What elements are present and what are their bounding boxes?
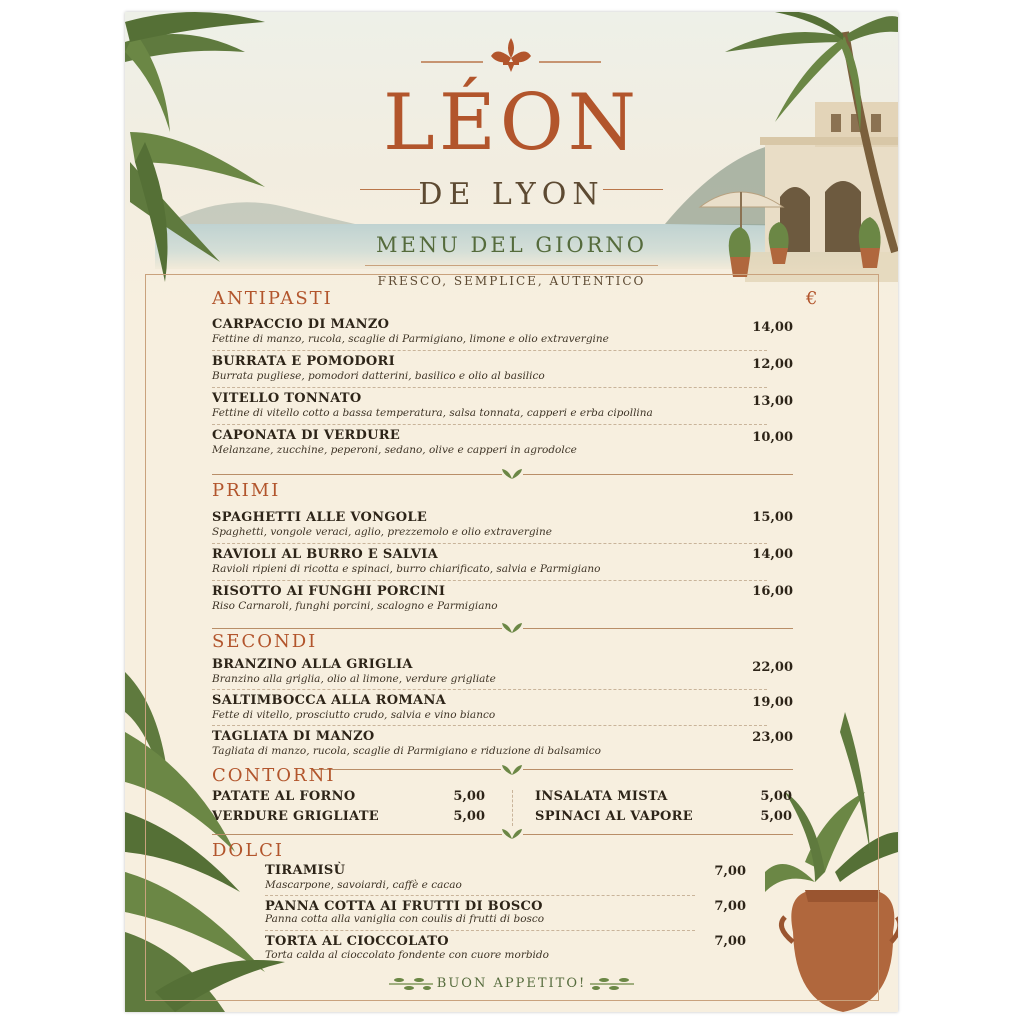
item-description: Ravioli ripieni di ricotta e spinaci, burro chiarificato, salvia e Parmigiano [212,563,601,575]
item-price: 22,00 [752,660,793,675]
tagline: FRESCO, SEMPLICE, AUTENTICO [377,274,646,288]
footer-message: BUON APPETITO! [436,976,587,991]
section-title-dolci: DOLCI [212,840,285,861]
side-dish-price: 5,00 [453,789,485,804]
section-divider-left [212,474,502,475]
item-price: 16,00 [752,584,793,599]
side-dish-price: 5,00 [453,809,485,824]
section-title-contorni: CONTORNI [212,765,336,786]
side-dish-name: PATATE AL FORNO [212,789,356,804]
item-separator [212,424,767,425]
item-price: 19,00 [752,695,793,710]
item-name: TAGLIATA DI MANZO [212,729,375,744]
item-description: Burrata pugliese, pomodori datterini, basilico e olio al basilico [212,370,545,382]
fleur-de-lis-ornament [421,34,601,74]
item-name: BURRATA E POMODORI [212,354,396,369]
item-description: Fettine di vitello cotto a bassa temperatura, salsa tonnata, capperi e erba cipollina [212,407,653,419]
restaurant-subtitle: DE LYON [418,177,605,212]
menu-title-rule [365,265,658,266]
olive-branch-right-icon [588,977,636,991]
item-name: VITELLO TONNATO [212,391,362,406]
section-divider-right [523,769,793,770]
leaf-ornament-icon [501,621,523,635]
section-title-antipasti: ANTIPASTI [212,288,333,309]
leaf-ornament-icon [501,467,523,481]
item-price: 7,00 [714,864,746,879]
side-dish-price: 5,00 [760,809,792,824]
section-divider-left [311,769,501,770]
item-name: BRANZINO ALLA GRIGLIA [212,657,413,672]
item-name: RISOTTO AI FUNGHI PORCINI [212,584,446,599]
currency-symbol: € [806,288,818,309]
item-separator [212,543,767,544]
item-name: SPAGHETTI ALLE VONGOLE [212,510,428,525]
item-price: 23,00 [752,730,793,745]
leaf-ornament-icon [501,763,523,777]
section-divider-right [523,834,793,835]
item-description: Torta calda al cioccolato fondente con cuore morbido [265,949,549,961]
item-separator [212,387,767,388]
item-description: Spaghetti, vongole veraci, aglio, prezzemolo e olio extravergine [212,526,552,538]
item-description: Tagliata di manzo, rucola, scaglie di Parmigiano e riduzione di balsamico [212,745,601,757]
item-name: PANNA COTTA AI FRUTTI DI BOSCO [265,899,543,914]
item-description: Panna cotta alla vaniglia con coulis di frutti di bosco [265,913,545,925]
item-separator [212,580,767,581]
item-price: 15,00 [752,510,793,525]
item-separator [265,895,695,896]
item-description: Riso Carnaroli, funghi porcini, scalogno e Parmigiano [212,600,498,612]
side-dish-name: SPINACI AL VAPORE [535,809,693,824]
item-description: Melanzane, zucchine, peperoni, sedano, olive e capperi in agrodolce [212,444,577,456]
section-divider-left [212,628,502,629]
restaurant-name: LÉON [383,78,640,168]
side-dish-price: 5,00 [760,789,792,804]
item-price: 10,00 [752,430,793,445]
item-price: 13,00 [752,394,793,409]
section-title-secondi: SECONDI [212,631,318,652]
item-description: Branzino alla griglia, olio al limone, verdure grigliate [212,673,496,685]
section-divider-right [523,474,793,475]
item-name: SALTIMBOCCA ALLA ROMANA [212,693,447,708]
item-price: 14,00 [752,320,793,335]
column-separator [512,790,513,826]
item-description: Mascarpone, savoiardi, caffè e cacao [265,879,462,891]
leaf-ornament-icon [501,827,523,841]
item-separator [265,930,695,931]
item-name: TORTA AL CIOCCOLATO [265,934,449,949]
menu-title: MENU DEL GIORNO [375,233,648,257]
item-separator [212,689,767,690]
item-price: 12,00 [752,357,793,372]
item-separator [212,350,767,351]
item-price: 7,00 [714,934,746,949]
section-title-primi: PRIMI [212,480,281,501]
item-name: RAVIOLI AL BURRO E SALVIA [212,547,438,562]
section-divider-right [523,628,793,629]
item-price: 14,00 [752,547,793,562]
section-divider-left [212,834,502,835]
item-separator [212,725,767,726]
item-description: Fettine di manzo, rucola, scaglie di Parmigiano, limone e olio extravergine [212,333,609,345]
item-name: CAPONATA DI VERDURE [212,428,401,443]
item-name: CARPACCIO DI MANZO [212,317,390,332]
side-dish-name: VERDURE GRIGLIATE [212,809,380,824]
side-dish-name: INSALATA MISTA [535,789,668,804]
item-price: 7,00 [714,899,746,914]
item-name: TIRAMISÙ [265,863,346,878]
item-description: Fette di vitello, prosciutto crudo, salvia e vino bianco [212,709,496,721]
bottom-right-pot-illustration [765,712,898,1012]
menu-page [125,12,898,1012]
